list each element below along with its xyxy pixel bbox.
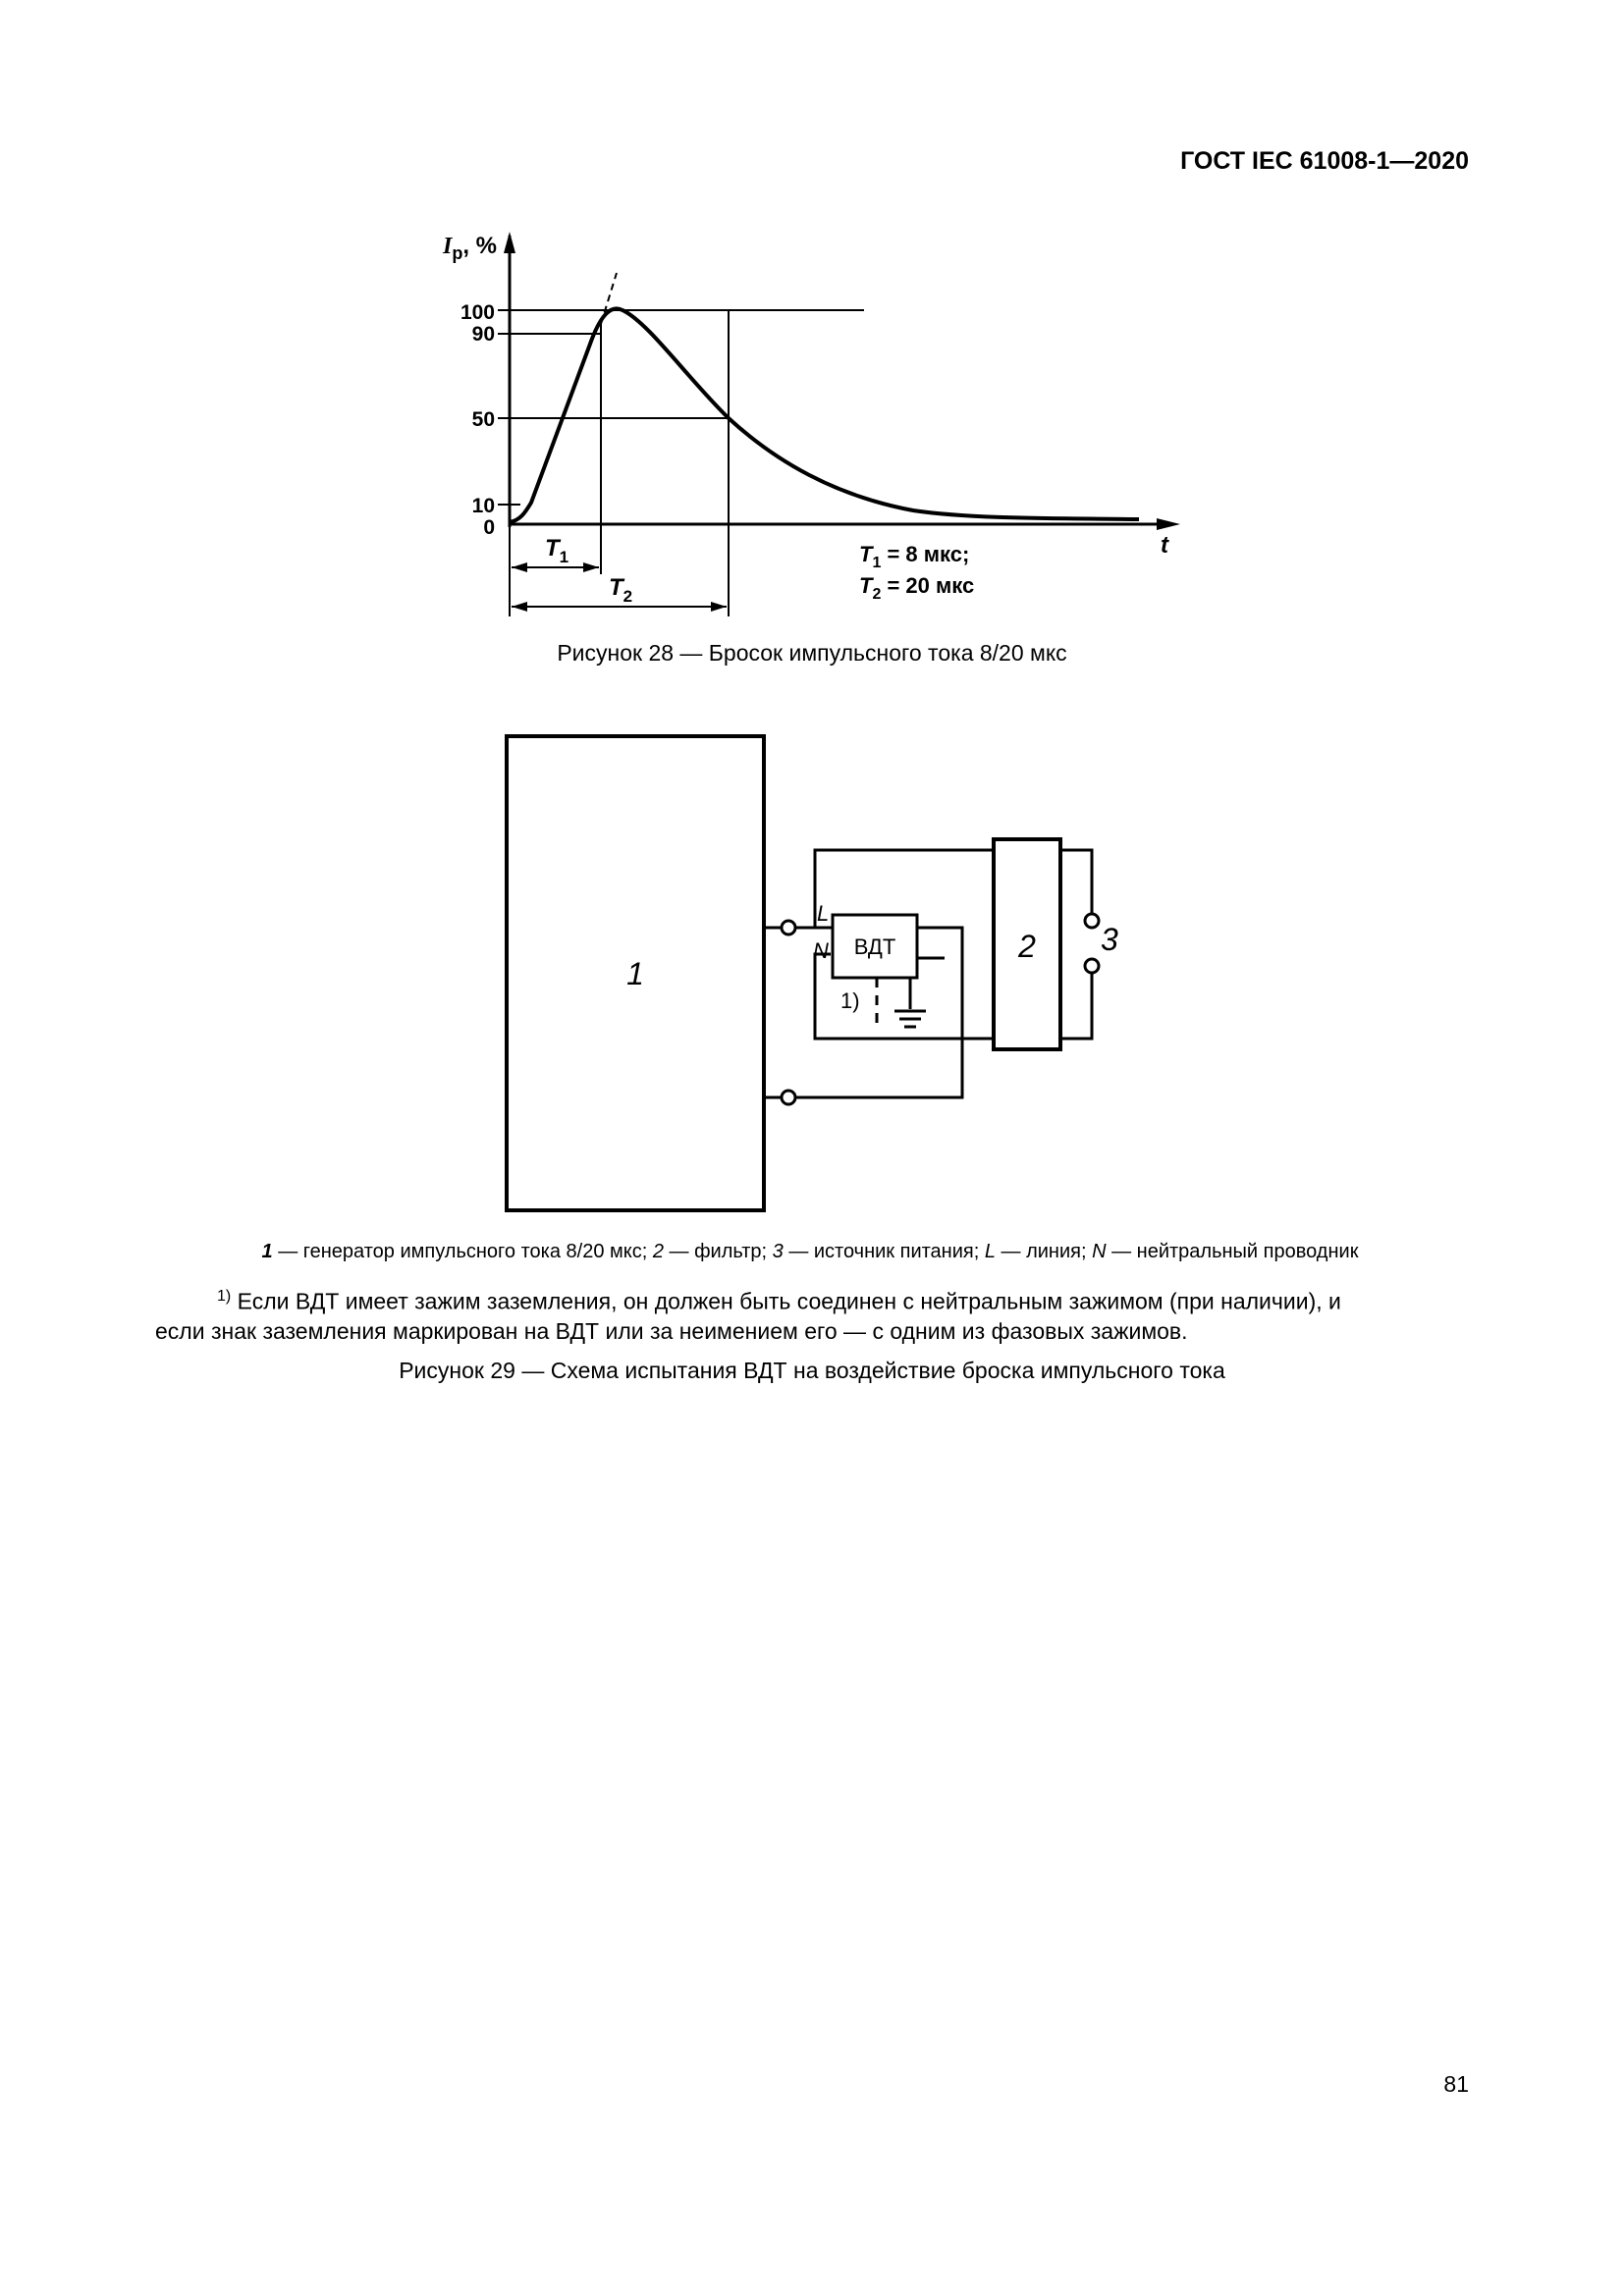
t1-label: $T_1$ (545, 535, 569, 566)
y-tick-0: 0 (483, 516, 495, 539)
t2-label: $T_2$ (609, 574, 633, 606)
source-terminal-upper (1085, 914, 1099, 928)
generator-label: 1 (626, 956, 644, 991)
figure-29-legend: 1 — генератор импульсного тока 8/20 мкс; 2 — фильтр; 3 — источник питания; L — линия; N — нейтральный проводник (261, 1241, 1359, 1262)
terminal-upper (782, 921, 795, 934)
figure-28-caption: Рисунок 28 — Бросок импульсного тока 8/20 мкс (557, 640, 1067, 666)
terminal-lower (782, 1091, 795, 1104)
impulse-curve (510, 308, 1139, 522)
footnote: $^{1)}$ Если ВДТ имеет зажим заземления, он должен быть соединен с нейтральным зажимом (при наличии), и если знак заземления маркирован на ВДТ или за неимением его — с одним из фазовых зажимов. (155, 1288, 1341, 1344)
x-axis-label: t (1161, 532, 1168, 559)
figure-29-caption: Рисунок 29 — Схема испытания ВДТ на воздействие броска импульсного тока (399, 1358, 1225, 1383)
page-number: 81 (1443, 2071, 1469, 2097)
x-axis-arrow (1157, 518, 1180, 530)
source-terminal-lower (1085, 959, 1099, 973)
y-tick-100: 100 (460, 301, 495, 324)
figure-28-chart (0, 0, 1624, 648)
terminal-L-label: L (817, 901, 830, 926)
y-tick-90: 90 (471, 323, 495, 346)
filter-label: 2 (1018, 929, 1036, 964)
rcd-label: ВДТ (853, 934, 896, 959)
figure-29-circuit (0, 687, 1624, 1237)
source-label: 3 (1101, 922, 1118, 957)
note-t1: $T_1 = 8$ мкс; (859, 542, 970, 571)
document-header: ГОСТ IEC 61008-1—2020 (1180, 147, 1469, 175)
terminal-N-label: N (813, 938, 829, 963)
note-ref-label: 1) (840, 988, 860, 1013)
y-axis-arrow (504, 232, 515, 253)
y-axis-label: $I_p$, % (443, 233, 498, 263)
note-t2: $T_2 = 20$ мкс (859, 573, 975, 603)
y-tick-50: 50 (471, 408, 495, 431)
y-tick-10: 10 (471, 495, 495, 517)
